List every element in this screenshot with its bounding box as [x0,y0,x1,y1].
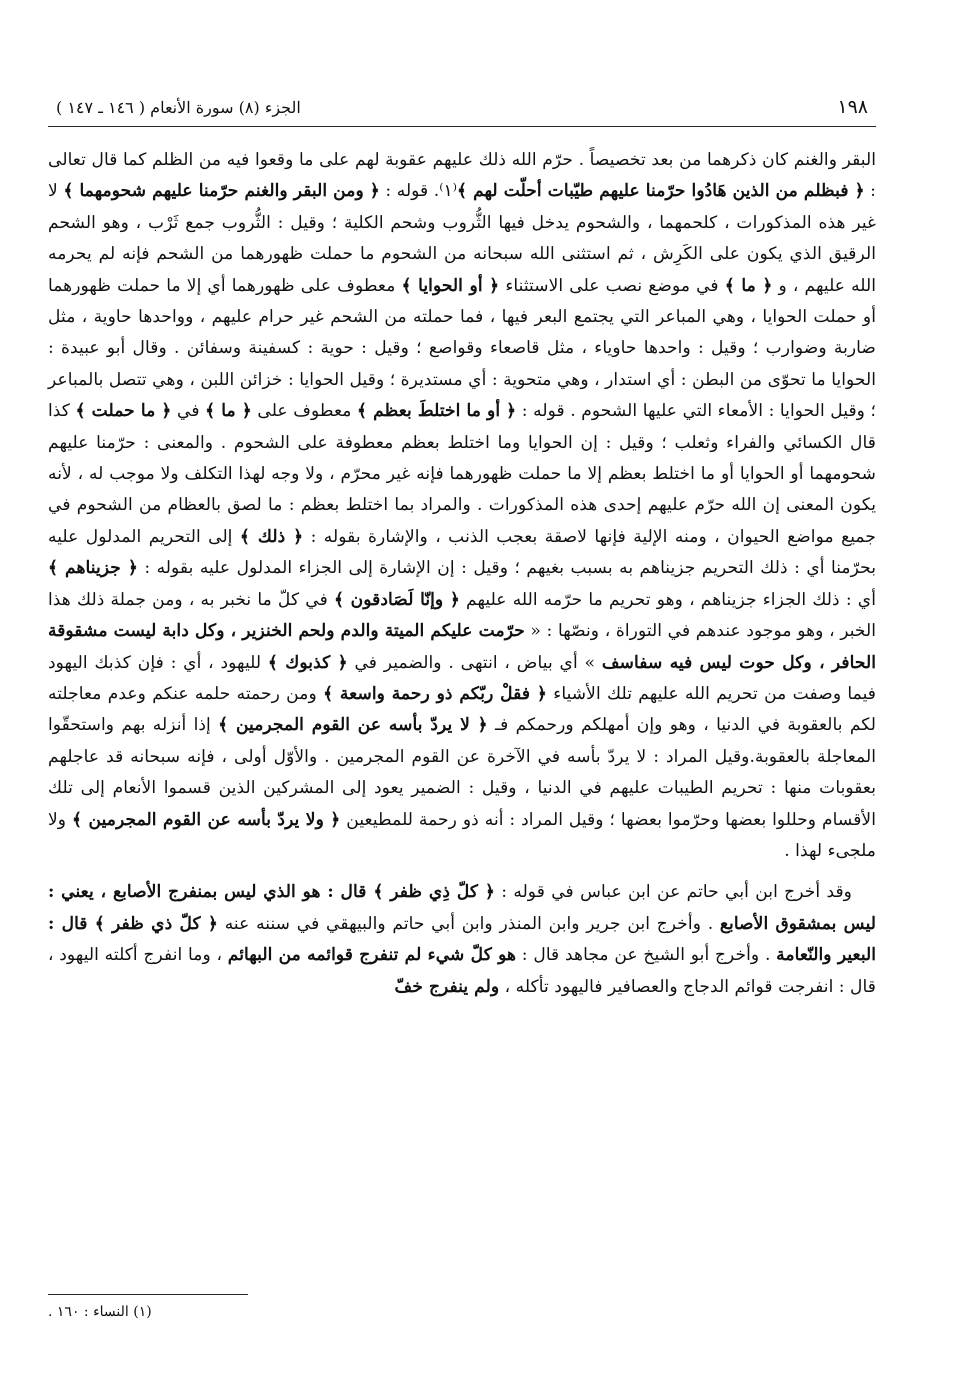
text-run: في [171,401,206,422]
text-run: إلى التحريم المدلول عليه بحرّمنا أي : ذلك التحريم جزيناهم به بسبب بغيهم ؛ وقيل : إن الإشارة إلى الجزاء المدلول عليه بقوله : [48,526,876,579]
text-run: كذا قال الكسائي والفراء وثعلب ؛ وقيل : إن الحوايا وما اختلط بعظم معطوفة على الشحوم . والمعنى : حرّمنا عليهم شحومهما أو الحوايا أو ما اختلط بعظم إلا ما حملت ظهورهما فإنه غير محرّم ، ولا وجه لهذا التكلف ولا موجب له ، لأنه يكون المعنى إن الله حرّم عليهم إحدى هذه المذكورات . والمراد بما اختلط بعظم : ما لصق بالعظام من الشحوم في جميع مواضع الحيوان ، ومنه الإلية فإنها لاصقة بعجب الذنب ، والإشارة بقوله : [48,401,876,547]
quran-quote: ﴿ وإنّا لَصَادقون ﴾ [333,589,460,610]
quran-quote: هو كلّ شيء لم تنفرج قوائمه من البهائم [227,945,517,966]
text-run: لليهود ، أي : فإن كذبك اليهود فيما وصفت من تحريم الله عليهم تلك الأشياء [48,652,876,704]
paragraph [48,145,876,867]
text-run: ومن رحمته حلمه عنكم وعدم معاجلته لكم بالعقوبة في الدنيا ، وهو وإن أمهلكم ورحمكم فـ [48,683,876,736]
page-number: ١٩٨ [837,96,868,118]
quran-quote: ﴿ جزيناهم ﴾ [48,558,138,579]
text-run: معطوف على ظهورهما أي إلا ما حملت ظهورهما أو حملت الحوايا ، وهي المباعر التي يجتمع البعر فيها ، فما حملته من الشحم غير حرام عليهم ، وواحدها حاوية ، مثل ضاربة وضوارب ؛ وقيل : واحدها حاوياء ، مثل قاصعاء وقواصع ؛ وقيل : حوية : كسفينة وسفائن . وقال أبو عبيدة : الحوايا ما تحوّى من البطن : أي استدار ، وهي متحوية : أي مستديرة ؛ وقيل الحوايا : خزائن اللبن ، وهي تتصل بالمباعر ؛ وقيل الحوايا : الأمعاء التي عليها الشحوم . قوله : [48,275,876,422]
quran-quote: ﴿ ما ﴾ [205,401,252,422]
page [48,92,876,1003]
text-run: لا غير هذه المذكورات ، كلحمهما ، والشحوم يدخل فيها الثُّروب وشحم الكلية ؛ وقيل : الثُّروب جمع ثَرْب ، وهو الشحم الرقيق الذي يكون على الكَرِش ، ثم استثنى الله سبحانه من الشحوم ما حملت ظهورهما من الشحم فإنه لم يحرمه الله عليهم ، و [48,181,877,296]
text-run: ، وما انفرج أكلته اليهود ، قال : انفرجت قوائم الدجاج والعصافير فاليهود تأكله ، [48,945,876,997]
text-run: وقد أخرج ابن أبي حاتم عن ابن عباس في قوله : [494,882,852,903]
text-run: . وأخرج أبو الشيخ عن مجاهد قال : [516,945,777,966]
quran-quote: ﴿ كلّ ذي ظفر ﴾ قال : البعير والنّعامة [48,913,877,966]
text-run: البقر والغنم كان ذكرهما من بعد تخصيصاً . حرّم الله ذلك عليهم عقوبة لهم على ما وقعوا فيه من الظلم كما قال تعالى : [48,150,876,202]
text-run: أي : ذلك الجزاء جزيناهم ، وهو تحريم ما حرّمه الله عليهم [459,589,876,610]
quran-quote: ﴿ أو الحوايا ﴾ [401,275,500,296]
quran-quote: ولم ينفرج خفّ [394,976,500,997]
text-run: » أي بياض ، انتهى . والضمير في [347,652,602,673]
body-text [48,145,876,1003]
quran-quote: ﴿ ما حملت ﴾ [75,401,172,422]
running-head: الجزء (٨) سورة الأنعام ( ١٤٦ ـ ١٤٧ ) [56,98,301,117]
quran-quote: ﴿ ما ﴾ [724,275,773,296]
text-run: ولا ملجىء لهذا . [48,809,876,861]
quran-quote: ﴿ ذلك ﴾ [239,526,304,547]
page-header [48,92,876,127]
text-run: معطوف على [251,401,358,422]
quran-quote: ﴿ أو ما اختلطَ بعظم ﴾ [357,401,517,422]
footnote-divider [48,1294,248,1295]
text-run: في موضع نصب على الاستثناء [499,275,725,296]
quran-quote: ﴿ كلّ ذِي ظفر ﴾ قال : هو الذي ليس بمنفرج الأصابع ، يعني : ليس بمشقوق الأصابع [48,882,876,934]
quran-quote: ﴿ ولا يردّ بأسه عن القوم المجرمين ﴾ [72,809,341,830]
paragraph [48,877,876,1003]
quran-quote: ﴿ فبظلم من الذين هَادُوا حرّمنا عليهم طيّبات أحلّت لهم ﴾ [456,181,865,202]
text-run: . وأخرج ابن جرير وابن المنذر وابن أبي حاتم والبيهقي في سننه عنه [218,913,720,934]
quran-quote: ﴿ لا يردّ بأسه عن القوم المجرمين ﴾ [218,715,488,736]
footnote: (١) النساء : ١٦٠ . [48,1304,152,1320]
quran-quote: ﴿ كذبوك ﴾ [267,652,348,673]
text-run: ⁽١⁾. قوله : [379,181,457,202]
text-run: إذا أنزله بهم واستحقّوا المعاجلة بالعقوبة.وقيل المراد : لا يردّ بأسه في الآخرة عن القوم المجرمين . والأوّل أولى ، فإنه سبحانه قد عاجلهم بعقوبات منها : تحريم الطيبات عليهم في الدنيا ، وقيل : الضمير يعود إلى المشركين الذين قسموا الأنعام إلى تلك الأقسام وحللوا بعضها وحرّموا بعضها ؛ وقيل المراد : أنه ذو رحمة للمطيعين [48,715,876,830]
quran-quote: ﴿ ومن البقر والغنم حرّمنا عليهم شحومهما ﴾ [63,181,380,202]
quran-quote: حرّمت عليكم الميتة والدم ولحم الخنزير ، وكل دابة ليست مشقوقة الحافر ، وكل حوت ليس فيه سفاسف [48,621,876,673]
text-run: في كلّ ما نخبر به ، ومن جملة ذلك هذا الخبر ، وهو موجود عندهم في التوراة ، ونصّها : « [48,589,876,642]
quran-quote: ﴿ فقلْ ربّكم ذو رحمة واسعة ﴾ [323,683,547,704]
